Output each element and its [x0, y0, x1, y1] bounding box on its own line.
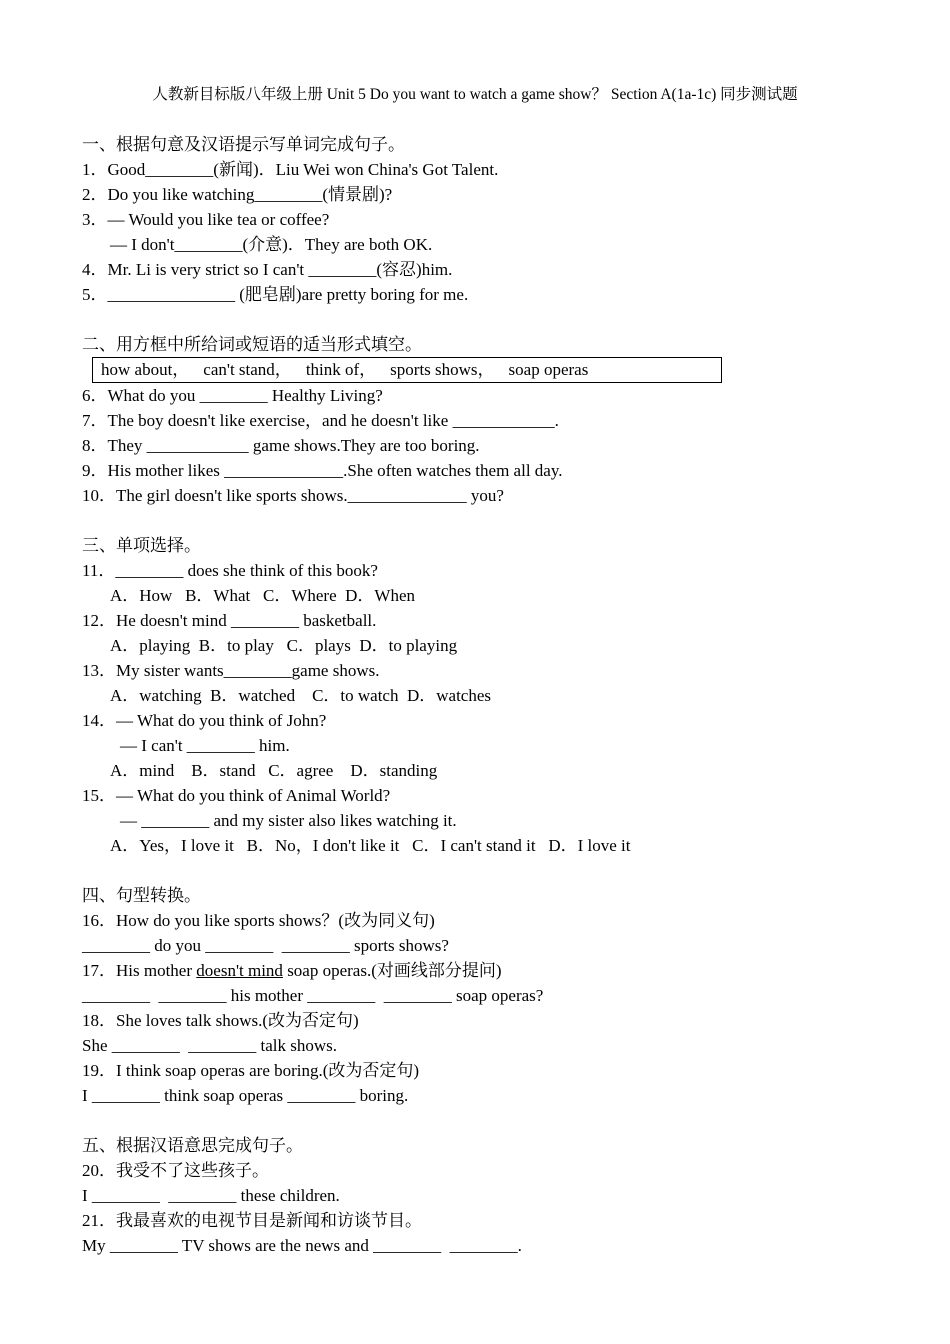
question-14: 14．— What do you think of John?	[82, 711, 327, 730]
question-20-answer: I ________ ________ these children.	[82, 1186, 340, 1205]
question-11: 11．________ does she think of this book?	[82, 561, 378, 580]
question-17-underlined: doesn't mind	[196, 961, 283, 980]
question-17-prefix: 17．His mother	[82, 961, 197, 980]
question-4: 4．Mr. Li is very strict so I can't ________(容忍)him.	[82, 260, 453, 279]
question-3: 3．— Would you like tea or coffee?	[82, 210, 330, 229]
question-11-options: A．How B．What C．Where D．When	[110, 586, 415, 605]
word-box	[92, 357, 722, 383]
worksheet-content	[82, 132, 782, 1258]
question-1: 1．Good________(新闻)．Liu Wei won China's Got Talent.	[82, 160, 499, 179]
question-3-answer: — I don't________(介意)．They are both OK.	[110, 235, 433, 254]
page-title: 人教新目标版八年级上册 Unit 5 Do you want to watch a game show？ Section A(1a-1c) 同步测试题	[152, 86, 798, 103]
question-6: 6．What do you ________ Healthy Living?	[82, 386, 383, 405]
question-18: 18．She loves talk shows.(改为否定句)	[82, 1011, 359, 1030]
question-19-answer: I ________ think soap operas ________ boring.	[82, 1086, 409, 1105]
question-8: 8．They ____________ game shows.They are too boring.	[82, 436, 480, 455]
question-14-options: A．mind B．stand C．agree D．standing	[110, 761, 438, 780]
question-15-answer: — ________ and my sister also likes watching it.	[120, 811, 457, 830]
section-1-heading: 一、根据句意及汉语提示写单词完成句子。	[82, 135, 405, 154]
word-box-item: sports shows，	[390, 360, 495, 379]
question-7: 7．The boy doesn't like exercise，and he doesn't like ____________.	[82, 411, 559, 430]
word-box-item: how about，	[101, 360, 190, 379]
section-2-heading: 二、用方框中所给词或短语的适当形式填空。	[82, 335, 422, 354]
question-13: 13．My sister wants________game shows.	[82, 661, 380, 680]
question-20: 20．我受不了这些孩子。	[82, 1161, 269, 1180]
question-21: 21．我最喜欢的电视节目是新闻和访谈节目。	[82, 1211, 422, 1230]
question-19: 19．I think soap operas are boring.(改为否定句)	[82, 1061, 420, 1080]
question-5: 5．_______________ (肥皂剧)are pretty boring for me.	[82, 285, 469, 304]
word-box-item: can't stand，	[203, 360, 292, 379]
question-16: 16．How do you like sports shows？(改为同义句)	[82, 911, 435, 930]
question-17-answer: ________ ________ his mother ________ ________ soap operas?	[82, 986, 544, 1005]
question-21-answer: My ________ TV shows are the news and ________ ________.	[82, 1236, 522, 1255]
section-5-heading: 五、根据汉语意思完成句子。	[82, 1136, 303, 1155]
question-15: 15．— What do you think of Animal World?	[82, 786, 391, 805]
question-12: 12．He doesn't mind ________ basketball.	[82, 611, 377, 630]
question-15-options: A．Yes，I love it B．No，I don't like it C．I can't stand it D．I love it	[110, 836, 631, 855]
question-2: 2．Do you like watching________(情景剧)?	[82, 185, 393, 204]
question-17-suffix: soap operas.(对画线部分提问)	[282, 961, 502, 980]
question-12-options: A．playing B．to play C．plays D．to playing	[110, 636, 458, 655]
question-16-answer: ________ do you ________ ________ sports shows?	[82, 936, 449, 955]
question-18-answer: She ________ ________ talk shows.	[82, 1036, 337, 1055]
question-17	[82, 958, 782, 983]
word-box-item: think of，	[305, 360, 377, 379]
question-9: 9．His mother likes ______________.She often watches them all day.	[82, 461, 563, 480]
section-3-heading: 三、单项选择。	[82, 536, 201, 555]
question-10: 10．The girl doesn't like sports shows.______________ you?	[82, 486, 504, 505]
question-13-options: A．watching B．watched C．to watch D．watches	[110, 686, 491, 705]
section-4-heading: 四、句型转换。	[82, 886, 201, 905]
word-box-item: soap operas	[508, 360, 589, 379]
question-14-answer: — I can't ________ him.	[120, 736, 290, 755]
